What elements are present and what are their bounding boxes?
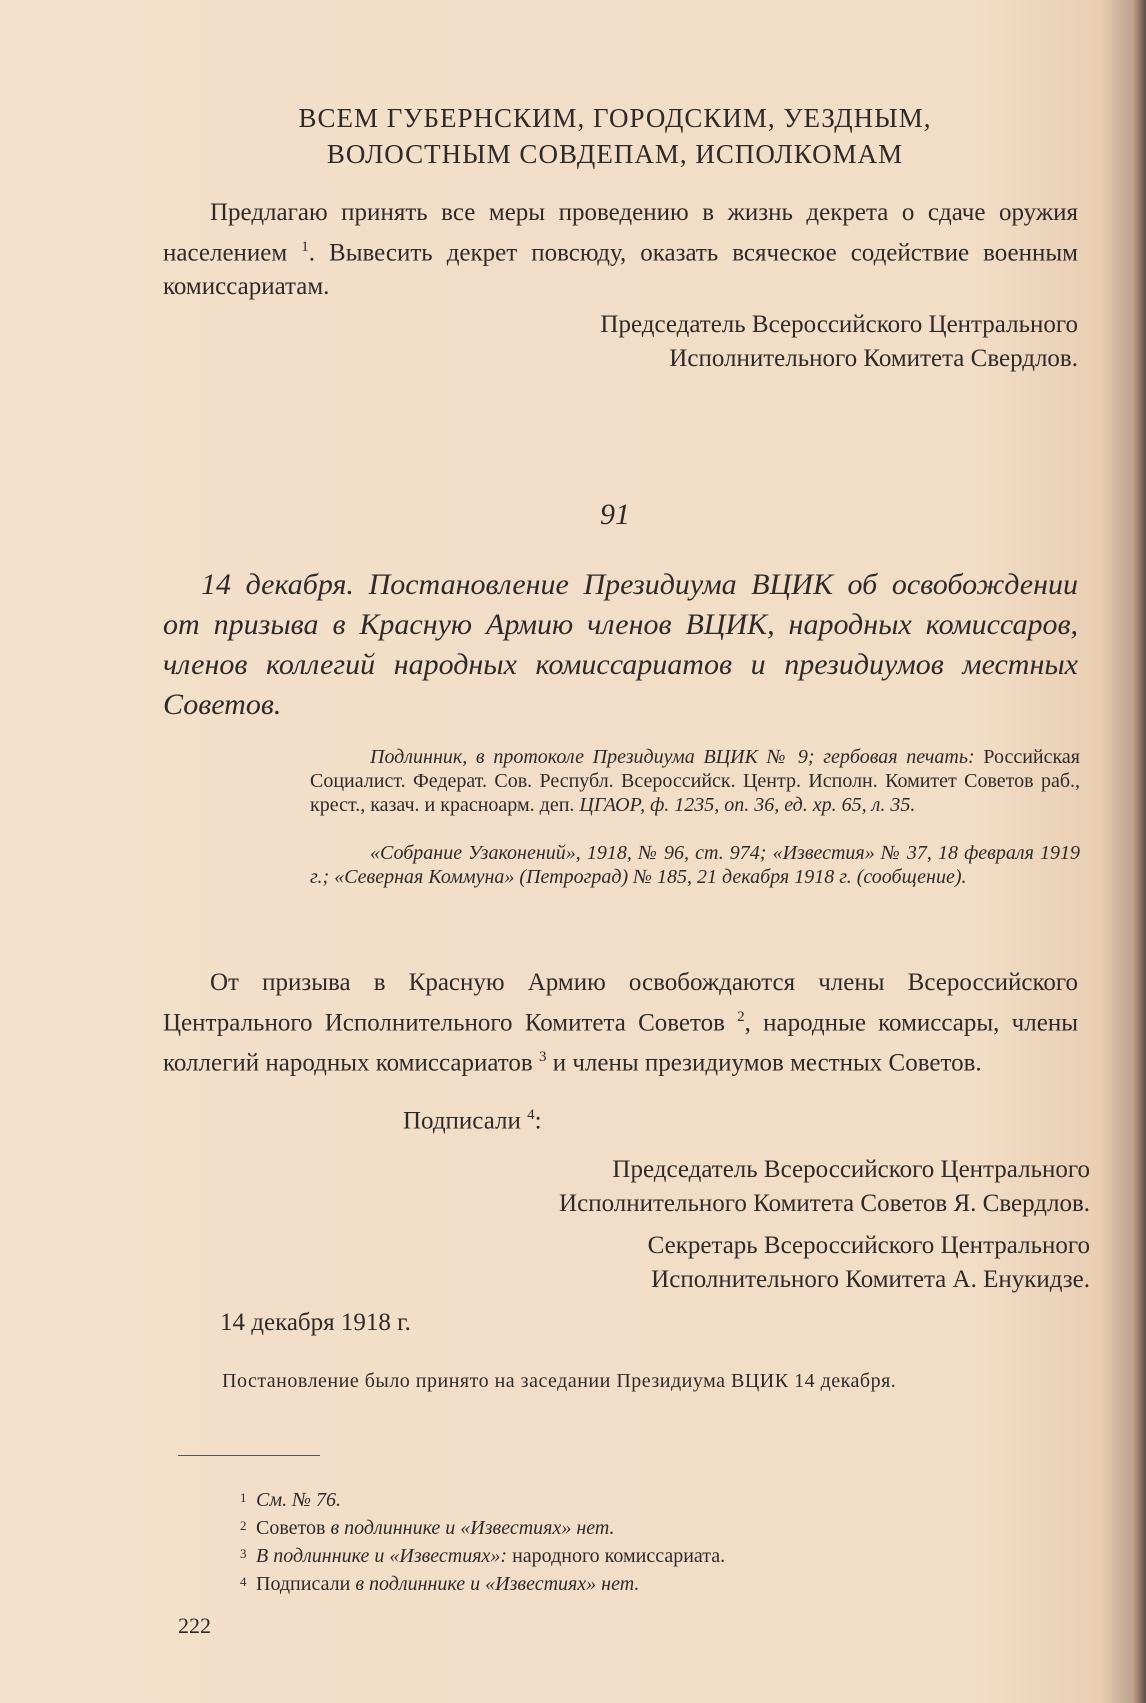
footnote-text: Подписали [256,1573,356,1595]
telegram-heading [150,100,1080,172]
footnote-text: народного комиссариата. [507,1545,726,1567]
body-text-b: , народные комиссары, члены коллегий народных комиссариатов [163,1009,1078,1077]
editorial-note: Постановление было принято на заседании Президиума ВЦИК 14 декабря. [222,1370,897,1392]
heading-line-1: ВСЕМ ГУБЕРНСКИМ, ГОРОДСКИМ, УЕЗДНЫМ, [298,103,932,133]
footnote-text: в подлиннике и «Известиях» нет. [330,1517,615,1539]
telegram-body-text-2: . Вывесить декрет повсюду, оказать всяческое содействие военным комиссариатам. [163,239,1079,301]
source-archive: ЦГАОР, ф. 1235, оп. 36, ед. хр. 65, л. 35. [574,794,916,816]
footnote-ref-1: 1 [301,239,309,255]
footnote-ref-2: 2 [737,1009,745,1025]
footnote-mark: 3 [240,1546,247,1561]
signature-chairman [380,1153,1090,1221]
resolution-body [163,966,1078,1081]
signed-colon: : [534,1107,542,1135]
footnote-ref-3: 3 [538,1049,547,1066]
footnote-item [240,1541,1040,1569]
telegram-body [163,196,1078,304]
source-paragraph-1 [310,745,1080,817]
document-title: 14 декабря. Постановление Президиума ВЦИК об освобождении от призыва в Красную Армию членов ВЦИК, народных комиссаров, членов коллегий народных комиссариатов и президиумов местных Советов. [163,568,1078,721]
source-italic: Подлинник, в протоколе Президиума ВЦИК № 9; гербовая печать: [370,746,975,768]
chairman-line-2: Исполнительного Комитета Советов Я. Свердлов. [559,1190,1090,1217]
telegram-body-text: Предлагаю принять все меры проведению в жизнь декрета о сдаче оружия населением [163,199,1078,267]
signed-text: Подписали [403,1107,521,1135]
body-text-a: От призыва в Красную Армию освобождаются члены Всероссийского Центрального Исполнительного Комитета Советов [163,969,1078,1037]
footnote-mark: 4 [240,1574,247,1589]
footnote-item [240,1569,1040,1597]
footnote-ref-4: 4 [527,1107,535,1123]
footnote-item [240,1485,1040,1513]
telegram-signature [400,308,1078,376]
footnote-text: в подлиннике и «Известиях» нет. [355,1573,640,1595]
source-plain: Российская Социалист. Федерат. Сов. Республ. Всероссийск. Центр. Исполн. Комитет Советов раб., крест., казач. и красноарм. деп. [310,746,1081,816]
signature-line-2: Исполнительного Комитета Свердлов. [669,345,1078,372]
body-text-c: и члены президиумов местных Советов. [546,1049,982,1077]
footnotes-list [240,1485,1040,1597]
signature-line-1: Председатель Всероссийского Центрального [600,311,1078,338]
footnote-text: См. № 76. [256,1489,341,1511]
signed-label [403,1107,542,1135]
document-number: 91 [600,498,630,531]
footnote-text: В подлиннике и «Известиях»: [256,1545,508,1567]
book-spine-shadow [1132,0,1146,1703]
footnote-item [240,1513,1040,1541]
secretary-line-1: Секретарь Всероссийского Центрального [647,1232,1090,1259]
footnote-text: Советов [256,1517,331,1539]
signature-secretary [380,1229,1090,1297]
heading-line-2: ВОЛОСТНЫМ СОВДЕПАМ, ИСПОЛКОМАМ [326,139,904,169]
document-date: 14 декабря 1918 г. [220,1309,411,1336]
footnote-mark: 1 [240,1490,247,1505]
source-paragraph-2: «Собрание Узаконений», 1918, № 96, ст. 974; «Известия» № 37, 18 февраля 1919 г.; «Северная Коммуна» (Петроград) № 185, 21 декабря 1918 г. (сообщение). [310,842,1080,888]
footnote-divider [178,1455,320,1456]
footnote-mark: 2 [240,1518,247,1533]
chairman-line-1: Председатель Всероссийского Центрального [612,1156,1090,1183]
secretary-line-2: Исполнительного Комитета А. Енукидзе. [651,1266,1090,1293]
page-number: 222 [178,1613,211,1638]
